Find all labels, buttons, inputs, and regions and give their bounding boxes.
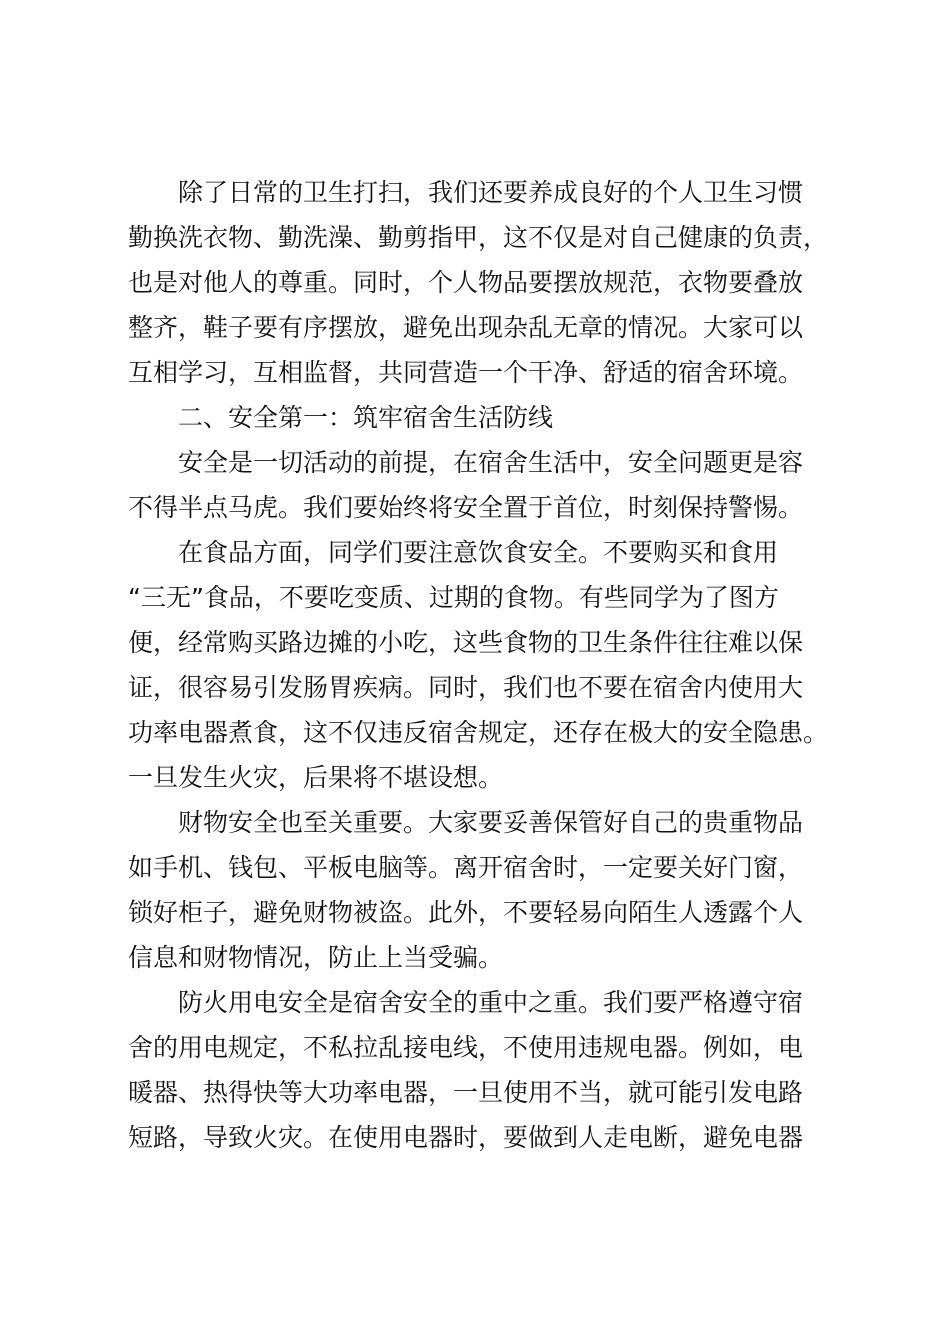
paragraph-line: 证，很容易引发肠胃疾病。同时，我们也不要在宿舍内使用大 — [128, 673, 804, 702]
paragraph-line: “三无”食品，不要吃变质、过期的食物。有些同学为了图方 — [128, 583, 779, 612]
paragraph-line: 功率电器煮食，这不仅违反宿舍规定，还存在极大的安全隐患。 — [128, 718, 829, 747]
paragraph-line: 除了日常的卫生打扫，我们还要养成良好的个人卫生习惯 — [178, 178, 804, 207]
paragraph-line: 一旦发生火灾，后果将不堪设想。 — [128, 763, 504, 792]
paragraph-line: 信息和财物情况，防止上当受骗。 — [128, 943, 504, 972]
paragraph-line: 短路，导致火灾。在使用电器时，要做到人走电断，避免电器 — [128, 1123, 804, 1152]
paragraph-line: 不得半点马虎。我们要始终将安全置于首位，时刻保持警惕。 — [128, 493, 804, 522]
paragraph-line: 锁好柜子，避免财物被盗。此外，不要轻易向陌生人透露个人 — [128, 898, 804, 927]
paragraph-line: 也是对他人的尊重。同时，个人物品要摆放规范，衣物要叠放 — [128, 268, 804, 297]
paragraph-line: 安全是一切活动的前提，在宿舍生活中，安全问题更是容 — [178, 448, 804, 477]
paragraph-line: 舍的用电规定，不私拉乱接电线，不使用违规电器。例如，电 — [128, 1033, 804, 1062]
section-heading: 二、安全第一：筑牢宿舍生活防线 — [178, 403, 554, 432]
paragraph-line: 互相学习，互相监督，共同营造一个干净、舒适的宿舍环境。 — [128, 358, 804, 387]
paragraph-line: 暖器、热得快等大功率电器，一旦使用不当，就可能引发电路 — [128, 1078, 804, 1107]
document-body — [128, 170, 848, 1160]
paragraph-line: 防火用电安全是宿舍安全的重中之重。我们要严格遵守宿 — [178, 988, 804, 1017]
paragraph-line: 便，经常购买路边摊的小吃，这些食物的卫生条件往往难以保 — [128, 628, 804, 657]
paragraph-line: 在食品方面，同学们要注意饮食安全。不要购买和食用 — [178, 538, 779, 567]
paragraph-line: 如手机、钱包、平板电脑等。离开宿舍时，一定要关好门窗， — [128, 853, 804, 882]
paragraph-line: 整齐，鞋子要有序摆放，避免出现杂乱无章的情况。大家可以 — [128, 313, 804, 342]
paragraph-line: 勤换洗衣物、勤洗澡、勤剪指甲，这不仅是对自己健康的负责， — [128, 223, 829, 252]
paragraph-line: 财物安全也至关重要。大家要妥善保管好自己的贵重物品 — [178, 808, 804, 837]
